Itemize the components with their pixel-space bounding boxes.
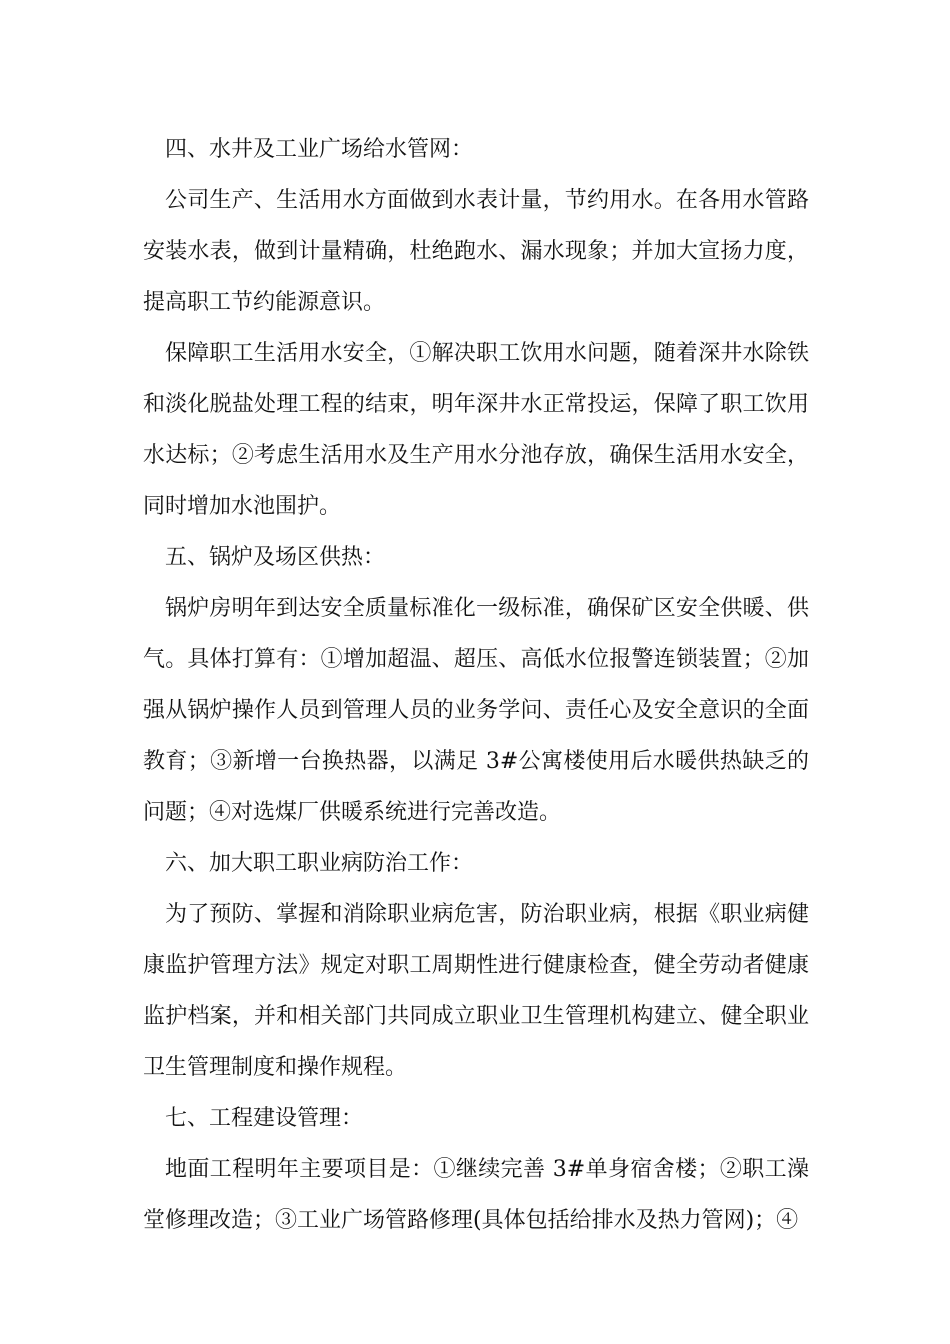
section-heading: 四、水井及工业广场给水管网： <box>165 137 474 162</box>
section-construction-management <box>143 1093 809 1246</box>
document-body <box>143 124 809 1246</box>
paragraph: 保障职工生活用水安全，①解决职工饮用水问题，随着深井水除铁和淡化脱盐处理工程的结束，明年深井水正常投运，保障了职工饮用水达标；②考虑生活用水及生产用水分池存放，确保生活用水安全，同时增加水池围护。 <box>143 341 809 519</box>
section-heading: 七、工程建设管理： <box>165 1106 364 1131</box>
section-water-supply <box>143 124 809 532</box>
section-boiler-heating <box>143 532 809 838</box>
paragraph: 锅炉房明年到达安全质量标准化一级标准，确保矿区安全供暖、供气。具体打算有：①增加超温、超压、高低水位报警连锁装置；②加强从锅炉操作人员到管理人员的业务学问、责任心及安全意识的全面教育；③新增一台换热器，以满足 3#公寓楼使用后水暖供热缺乏的问题；④对选煤厂供暖系统进行完善改造。 <box>143 596 809 825</box>
paragraph: 为了预防、掌握和消除职业病危害，防治职业病，根据《职业病健康监护管理方法》规定对职工周期性进行健康检查，健全劳动者健康监护档案，并和相关部门共同成立职业卫生管理机构建立、健全职业卫生管理制度和操作规程。 <box>143 902 809 1080</box>
paragraph: 地面工程明年主要项目是：①继续完善 3#单身宿舍楼；②职工澡堂修理改造；③工业广场管路修理(具体包括给排水及热力管网)；④ <box>143 1157 809 1233</box>
section-heading: 五、锅炉及场区供热： <box>165 545 386 570</box>
section-heading: 六、加大职工职业病防治工作： <box>165 851 474 876</box>
paragraph: 公司生产、生活用水方面做到水表计量，节约用水。在各用水管路安装水表，做到计量精确，杜绝跑水、漏水现象；并加大宣扬力度，提高职工节约能源意识。 <box>143 188 809 315</box>
section-occupational-health <box>143 838 809 1093</box>
